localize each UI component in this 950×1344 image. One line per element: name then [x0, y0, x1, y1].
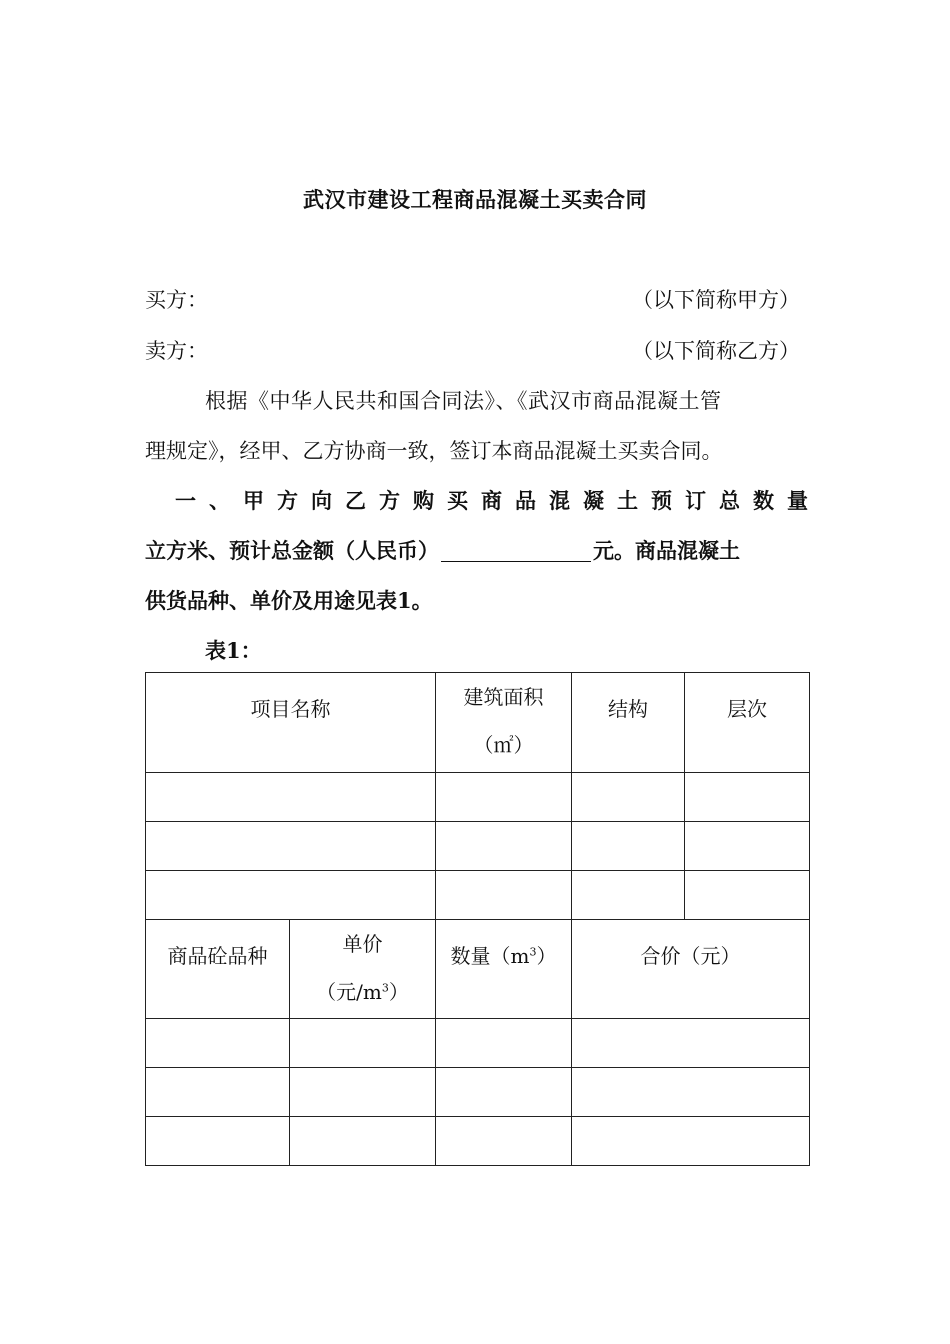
- clause1-text-b: 元。商品混凝土: [593, 538, 740, 563]
- unit-price-cell[interactable]: [290, 1019, 436, 1068]
- quantity-cell[interactable]: [436, 1068, 572, 1117]
- unit-price-cell[interactable]: [290, 1068, 436, 1117]
- quantity-cell[interactable]: [436, 1019, 572, 1068]
- building-area-cell[interactable]: [436, 822, 572, 871]
- project-header-row: [146, 673, 810, 773]
- floors-header: 层次: [685, 673, 810, 773]
- document-title: 武汉市建设工程商品混凝土买卖合同: [303, 187, 647, 212]
- table-label: 表1：: [205, 638, 262, 663]
- table-row: [146, 1117, 810, 1166]
- clause1-line-2: [145, 536, 808, 566]
- buyer-line: [145, 285, 808, 315]
- total-price-header: 合价（元）: [572, 920, 810, 1019]
- project-name-header: 项目名称: [146, 673, 436, 773]
- preamble-line-2: 理规定》，经甲、乙方协商一致，签订本商品混凝土买卖合同。: [145, 439, 723, 463]
- floors-cell[interactable]: [685, 871, 810, 920]
- structure-cell[interactable]: [572, 773, 685, 822]
- concrete-variety-header: 商品砼品种: [146, 920, 290, 1019]
- building-area-header: 建筑面积 （㎡）: [436, 673, 572, 773]
- variety-cell[interactable]: [146, 1117, 290, 1166]
- variety-cell[interactable]: [146, 1068, 290, 1117]
- structure-header: 结构: [572, 673, 685, 773]
- table-row: [146, 822, 810, 871]
- structure-cell[interactable]: [572, 822, 685, 871]
- unit-price-header: 单价 （元$/m^3$）: [290, 920, 436, 1019]
- buyer-note: （以下简称甲方）: [632, 288, 800, 312]
- table-row: [146, 1068, 810, 1117]
- unit-price-cell[interactable]: [290, 1117, 436, 1166]
- seller-note: （以下简称乙方）: [632, 339, 800, 363]
- building-area-cell[interactable]: [436, 773, 572, 822]
- product-header-row: [146, 920, 810, 1019]
- table-row: [146, 1019, 810, 1068]
- building-area-cell[interactable]: [436, 871, 572, 920]
- variety-cell[interactable]: [146, 1019, 290, 1068]
- amount-blank: [441, 539, 591, 562]
- seller-label: 卖方：: [145, 339, 208, 363]
- floors-cell[interactable]: [685, 822, 810, 871]
- total-price-cell[interactable]: [572, 1117, 810, 1166]
- table-1: [145, 672, 810, 1166]
- quantity-cell[interactable]: [436, 1117, 572, 1166]
- buyer-label: 买方：: [145, 288, 208, 312]
- quantity-header: 数量$(m^3)$: [436, 920, 572, 1019]
- floors-cell[interactable]: [685, 773, 810, 822]
- project-name-cell[interactable]: [146, 773, 436, 822]
- project-name-cell[interactable]: [146, 871, 436, 920]
- total-price-cell[interactable]: [572, 1019, 810, 1068]
- table-row: [146, 773, 810, 822]
- clause1-text-a: 立方米、预计总金额（人民币）: [145, 538, 439, 563]
- table-row: [146, 871, 810, 920]
- preamble-line-1: 根据《中华人民共和国合同法》、《武汉市商品混凝土管: [205, 389, 722, 413]
- clause1-line-3: 供货品种、单价及用途见表1。: [145, 588, 433, 613]
- project-name-cell[interactable]: [146, 822, 436, 871]
- total-price-cell[interactable]: [572, 1068, 810, 1117]
- seller-line: [145, 336, 808, 366]
- structure-cell[interactable]: [572, 871, 685, 920]
- clause1-line-1: 一、甲方向乙方购买商品混凝土预订总数量: [175, 488, 808, 513]
